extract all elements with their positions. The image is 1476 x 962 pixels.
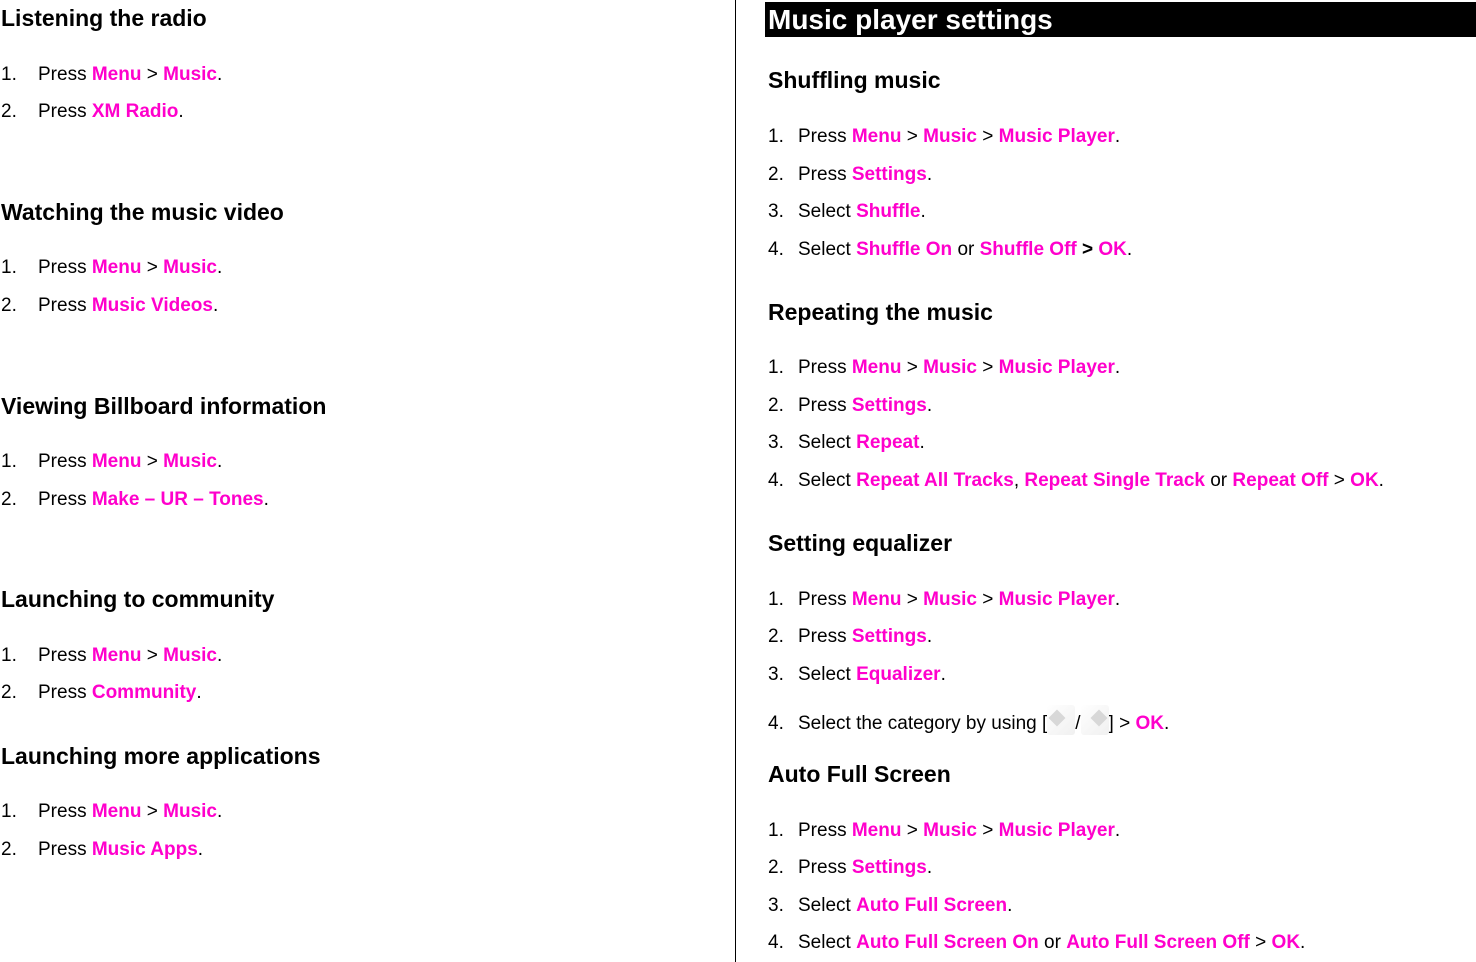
instruction-step: 2. Press XM Radio.	[1, 101, 184, 122]
instruction-step: 1. Press Menu > Music.	[1, 451, 223, 472]
instruction-step: 1. Press Menu > Music.	[1, 257, 223, 278]
section-heading: Launching more applications	[1, 743, 321, 769]
instruction-step: 1. Press Menu > Music.	[1, 645, 223, 666]
instruction-step: 2. Press Music Videos.	[1, 295, 219, 316]
instruction-step: 1. Press Menu > Music > Music Player.	[768, 126, 1121, 147]
section-heading: Watching the music video	[1, 199, 284, 225]
nav-right-key-icon	[1081, 705, 1109, 735]
instruction-step: 4. Select Auto Full Screen On or Auto Full Screen Off > OK.	[768, 932, 1306, 953]
section-heading: Viewing Billboard information	[1, 393, 327, 419]
instruction-step: 1. Press Menu > Music > Music Player.	[768, 589, 1121, 610]
section-heading: Repeating the music	[768, 299, 993, 325]
section-heading: Setting equalizer	[768, 530, 953, 556]
instruction-step: 4. Select Repeat All Tracks, Repeat Single Track or Repeat Off > OK.	[768, 470, 1384, 491]
section-heading: Shuffling music	[768, 67, 941, 93]
instruction-step: 2. Press Music Apps.	[1, 839, 204, 860]
instruction-step: 2. Press Community.	[1, 682, 202, 703]
section-heading: Launching to community	[1, 586, 275, 612]
section-heading: Auto Full Screen	[768, 761, 951, 787]
instruction-step: 3. Select Equalizer.	[768, 664, 946, 685]
instruction-step: 2. Press Make – UR – Tones.	[1, 489, 269, 510]
instruction-step: 2. Press Settings.	[768, 395, 933, 416]
section-heading: Listening the radio	[1, 5, 207, 31]
instruction-step: 3. Select Repeat.	[768, 432, 925, 453]
instruction-step: 1. Press Menu > Music.	[1, 64, 223, 85]
instruction-step: 2. Press Settings.	[768, 857, 933, 878]
instruction-step: 1. Press Menu > Music > Music Player.	[768, 357, 1121, 378]
instruction-step: 4. Select the category by using [ / ] > OK.	[768, 705, 1169, 735]
instruction-step: 2. Press Settings.	[768, 626, 933, 647]
instruction-step: 3. Select Auto Full Screen.	[768, 895, 1013, 916]
instruction-step: 4. Select Shuffle On or Shuffle Off > OK.	[768, 239, 1133, 260]
instruction-step: 1. Press Menu > Music.	[1, 801, 223, 822]
nav-left-key-icon	[1047, 705, 1075, 735]
instruction-step: 3. Select Shuffle.	[768, 201, 926, 222]
instruction-step: 1. Press Menu > Music > Music Player.	[768, 820, 1121, 841]
section-banner: Music player settings	[765, 2, 1476, 37]
instruction-step: 2. Press Settings.	[768, 164, 933, 185]
column-divider	[735, 0, 736, 962]
